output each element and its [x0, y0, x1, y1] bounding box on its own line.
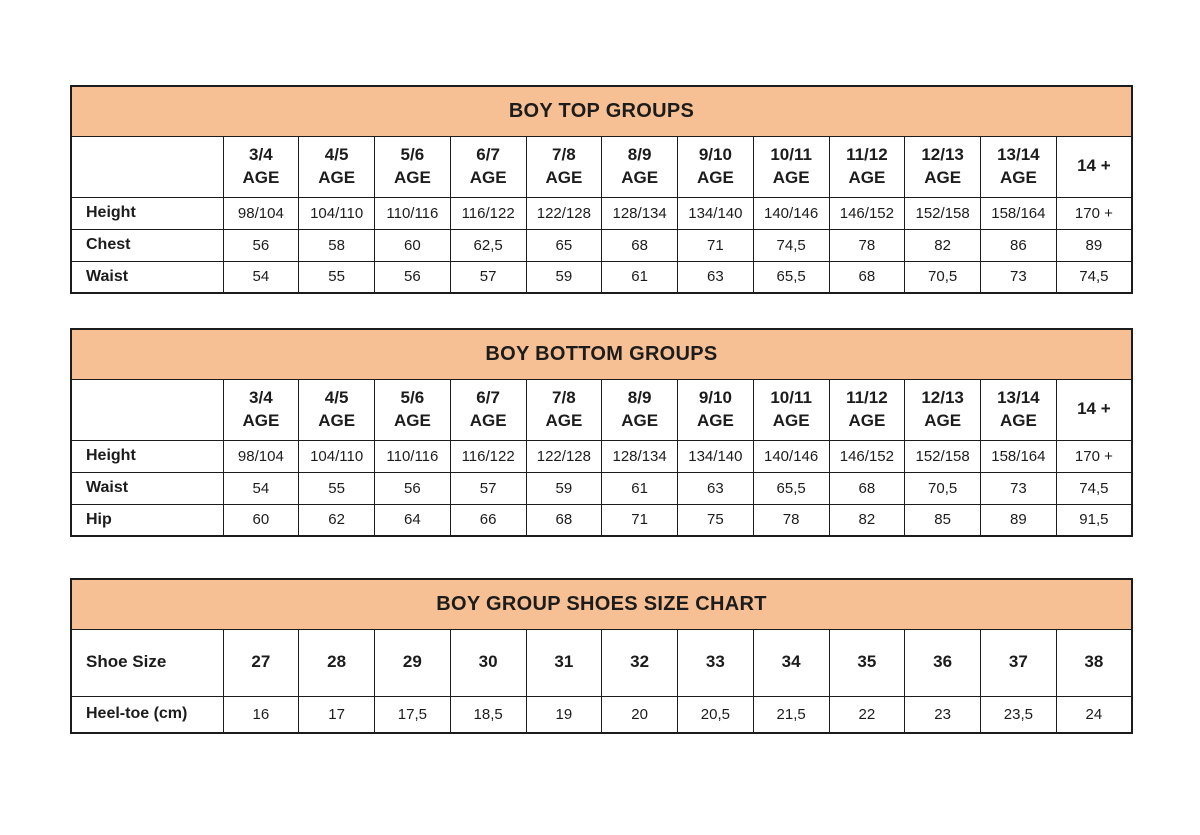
table-row: [71, 197, 1132, 229]
value-cell: 152/158: [905, 197, 981, 229]
column-header-line1: 10/11: [770, 145, 812, 165]
value-cell: 17: [299, 696, 375, 733]
value-cell: 70,5: [905, 472, 981, 504]
column-header: [1056, 379, 1132, 440]
column-header-line2: AGE: [393, 410, 431, 430]
value-cell: 116/122: [450, 440, 526, 472]
value-cell: 68: [526, 504, 602, 536]
column-header-line2: AGE: [772, 167, 810, 187]
column-header-line2: AGE: [999, 167, 1037, 187]
value-cell: 22: [829, 696, 905, 733]
value-cell: 122/128: [526, 440, 602, 472]
value-cell: 54: [223, 472, 299, 504]
column-header-line1: 9/10: [698, 145, 732, 165]
value-cell: 57: [450, 261, 526, 293]
column-header-line1: 8/9: [627, 145, 652, 165]
column-header-line1: 28: [327, 652, 347, 672]
column-header: [526, 379, 602, 440]
column-header-line2: AGE: [621, 167, 659, 187]
value-cell: 56: [375, 472, 451, 504]
value-cell: 24: [1056, 696, 1132, 733]
value-cell: 70,5: [905, 261, 981, 293]
value-cell: 128/134: [602, 440, 678, 472]
table-boy-shoes-size-chart: [70, 578, 1133, 734]
value-cell: 68: [829, 472, 905, 504]
value-cell: 68: [829, 261, 905, 293]
value-cell: 110/116: [375, 197, 451, 229]
column-header-line1: 5/6: [400, 145, 425, 165]
value-cell: 74,5: [1056, 261, 1132, 293]
value-cell: 78: [829, 229, 905, 261]
value-cell: 104/110: [299, 440, 375, 472]
column-header: [981, 379, 1057, 440]
value-cell: 20: [602, 696, 678, 733]
value-cell: 146/152: [829, 440, 905, 472]
column-header-line1: 14 +: [1077, 156, 1111, 176]
column-header: [526, 136, 602, 197]
column-header: [905, 136, 981, 197]
table-boy-top-groups: [70, 85, 1133, 294]
table-title: BOY BOTTOM GROUPS: [71, 329, 1132, 379]
column-header-line2: AGE: [393, 167, 431, 187]
column-header-line1: 32: [630, 652, 650, 672]
column-header-line1: 10/11: [770, 388, 812, 408]
column-header-line1: 37: [1008, 652, 1028, 672]
column-header-line1: 13/14: [997, 145, 1040, 165]
column-header-line1: 8/9: [627, 388, 652, 408]
value-cell: 17,5: [375, 696, 451, 733]
value-cell: 158/164: [981, 197, 1057, 229]
table-row: [71, 504, 1132, 536]
value-cell: 82: [905, 229, 981, 261]
column-header: [375, 629, 451, 696]
value-cell: 73: [981, 261, 1057, 293]
row-label: Hip: [71, 504, 223, 536]
value-cell: 23,5: [981, 696, 1057, 733]
table-row: [71, 261, 1132, 293]
column-header: [450, 136, 526, 197]
column-header-line1: 4/5: [324, 388, 349, 408]
size-table: [70, 578, 1133, 734]
column-header-line2: AGE: [999, 410, 1037, 430]
column-header: [1056, 629, 1132, 696]
column-header-line2: AGE: [621, 410, 659, 430]
column-header-line1: 27: [251, 652, 271, 672]
value-cell: 61: [602, 261, 678, 293]
column-header-line2: AGE: [848, 167, 886, 187]
column-header-line1: 11/12: [846, 145, 888, 165]
value-cell: 66: [450, 504, 526, 536]
value-cell: 146/152: [829, 197, 905, 229]
column-header-line1: 9/10: [698, 388, 732, 408]
value-cell: 170 +: [1056, 197, 1132, 229]
column-header-line1: 6/7: [476, 388, 500, 408]
value-cell: 78: [753, 504, 829, 536]
column-header-line2: AGE: [318, 410, 356, 430]
value-cell: 56: [223, 229, 299, 261]
column-header: [223, 629, 299, 696]
table-row: [71, 696, 1132, 733]
value-cell: 63: [678, 472, 754, 504]
row-label: Chest: [71, 229, 223, 261]
value-cell: 85: [905, 504, 981, 536]
column-header-line2: AGE: [469, 410, 507, 430]
value-cell: 158/164: [981, 440, 1057, 472]
column-header-line2: AGE: [924, 167, 962, 187]
value-cell: 152/158: [905, 440, 981, 472]
value-cell: 65: [526, 229, 602, 261]
value-cell: 23: [905, 696, 981, 733]
column-header-line2: AGE: [696, 167, 734, 187]
value-cell: 74,5: [753, 229, 829, 261]
value-cell: 55: [299, 472, 375, 504]
column-header-line1: 7/8: [552, 145, 576, 165]
column-header-line2: AGE: [545, 167, 583, 187]
table-title: BOY TOP GROUPS: [71, 86, 1132, 136]
column-header: [905, 379, 981, 440]
value-cell: 21,5: [753, 696, 829, 733]
column-header-line1: 30: [478, 652, 498, 672]
column-header-line1: 12/13: [921, 145, 964, 165]
column-header: [753, 629, 829, 696]
column-header: [905, 629, 981, 696]
column-header: [753, 136, 829, 197]
column-header-line1: 3/4: [249, 388, 273, 408]
size-table: [70, 328, 1133, 537]
column-header: [829, 136, 905, 197]
row-label: Height: [71, 197, 223, 229]
value-cell: 140/146: [753, 197, 829, 229]
column-header: [678, 629, 754, 696]
column-header: [829, 629, 905, 696]
column-header-line1: 6/7: [476, 145, 500, 165]
column-header: [526, 629, 602, 696]
column-header-line1: 35: [857, 652, 877, 672]
row-label: Height: [71, 440, 223, 472]
value-cell: 89: [1056, 229, 1132, 261]
column-header: [375, 136, 451, 197]
column-header-line1: 7/8: [552, 388, 576, 408]
column-header-line1: 33: [705, 652, 725, 672]
column-header: [678, 379, 754, 440]
table-row: [71, 472, 1132, 504]
row-label: Waist: [71, 472, 223, 504]
value-cell: 74,5: [1056, 472, 1132, 504]
column-header: [375, 379, 451, 440]
value-cell: 170 +: [1056, 440, 1132, 472]
table-title: BOY GROUP SHOES SIZE CHART: [71, 579, 1132, 629]
value-cell: 71: [678, 229, 754, 261]
column-header-line1: 31: [554, 652, 574, 672]
value-cell: 20,5: [678, 696, 754, 733]
column-header: [299, 379, 375, 440]
column-header-line2: AGE: [318, 167, 356, 187]
column-header-line1: 4/5: [324, 145, 349, 165]
value-cell: 62,5: [450, 229, 526, 261]
column-header: [223, 136, 299, 197]
column-header: [981, 136, 1057, 197]
value-cell: 98/104: [223, 440, 299, 472]
value-cell: 58: [299, 229, 375, 261]
value-cell: 65,5: [753, 261, 829, 293]
column-header-line2: AGE: [924, 410, 962, 430]
value-cell: 56: [375, 261, 451, 293]
value-cell: 18,5: [450, 696, 526, 733]
value-cell: 55: [299, 261, 375, 293]
value-cell: 68: [602, 229, 678, 261]
value-cell: 98/104: [223, 197, 299, 229]
value-cell: 140/146: [753, 440, 829, 472]
value-cell: 19: [526, 696, 602, 733]
column-header: [450, 629, 526, 696]
value-cell: 86: [981, 229, 1057, 261]
column-header-line1: 11/12: [846, 388, 888, 408]
value-cell: 104/110: [299, 197, 375, 229]
value-cell: 82: [829, 504, 905, 536]
column-header: [829, 379, 905, 440]
table-boy-bottom-groups: [70, 328, 1133, 537]
value-cell: 57: [450, 472, 526, 504]
column-header: [299, 629, 375, 696]
value-cell: 60: [375, 229, 451, 261]
value-cell: 116/122: [450, 197, 526, 229]
column-header-line1: 13/14: [997, 388, 1040, 408]
column-header: [450, 379, 526, 440]
value-cell: 110/116: [375, 440, 451, 472]
column-header-line1: 14 +: [1077, 399, 1111, 419]
column-header-line2: AGE: [242, 167, 280, 187]
column-header: [223, 379, 299, 440]
column-header-line2: AGE: [469, 167, 507, 187]
column-header: [981, 629, 1057, 696]
column-header-line2: AGE: [848, 410, 886, 430]
value-cell: 59: [526, 261, 602, 293]
row-label: Waist: [71, 261, 223, 293]
value-cell: 16: [223, 696, 299, 733]
column-header-line2: AGE: [696, 410, 734, 430]
value-cell: 89: [981, 504, 1057, 536]
column-header: [602, 379, 678, 440]
column-header-line2: AGE: [545, 410, 583, 430]
column-header: [602, 629, 678, 696]
column-header-line1: 38: [1084, 652, 1104, 672]
column-header: [678, 136, 754, 197]
row-label: Heel-toe (cm): [71, 696, 223, 733]
header-label-cell: [71, 136, 223, 197]
value-cell: 65,5: [753, 472, 829, 504]
column-header: [753, 379, 829, 440]
column-header-line1: 36: [933, 652, 953, 672]
value-cell: 91,5: [1056, 504, 1132, 536]
column-header: [299, 136, 375, 197]
value-cell: 54: [223, 261, 299, 293]
column-header-line1: 5/6: [400, 388, 425, 408]
value-cell: 75: [678, 504, 754, 536]
value-cell: 61: [602, 472, 678, 504]
size-table: [70, 85, 1133, 294]
table-row: [71, 440, 1132, 472]
value-cell: 122/128: [526, 197, 602, 229]
column-header-line1: 34: [781, 652, 801, 672]
column-header: [602, 136, 678, 197]
column-header-line2: AGE: [772, 410, 810, 430]
column-header-line1: 3/4: [249, 145, 273, 165]
column-header-line1: 12/13: [921, 388, 964, 408]
value-cell: 128/134: [602, 197, 678, 229]
value-cell: 63: [678, 261, 754, 293]
value-cell: 73: [981, 472, 1057, 504]
value-cell: 59: [526, 472, 602, 504]
value-cell: 134/140: [678, 197, 754, 229]
column-header: [1056, 136, 1132, 197]
header-label-cell: Shoe Size: [71, 629, 223, 696]
value-cell: 71: [602, 504, 678, 536]
column-header-line2: AGE: [242, 410, 280, 430]
value-cell: 64: [375, 504, 451, 536]
value-cell: 134/140: [678, 440, 754, 472]
value-cell: 60: [223, 504, 299, 536]
header-label-cell: [71, 379, 223, 440]
column-header-line1: 29: [402, 652, 422, 672]
value-cell: 62: [299, 504, 375, 536]
table-row: [71, 229, 1132, 261]
